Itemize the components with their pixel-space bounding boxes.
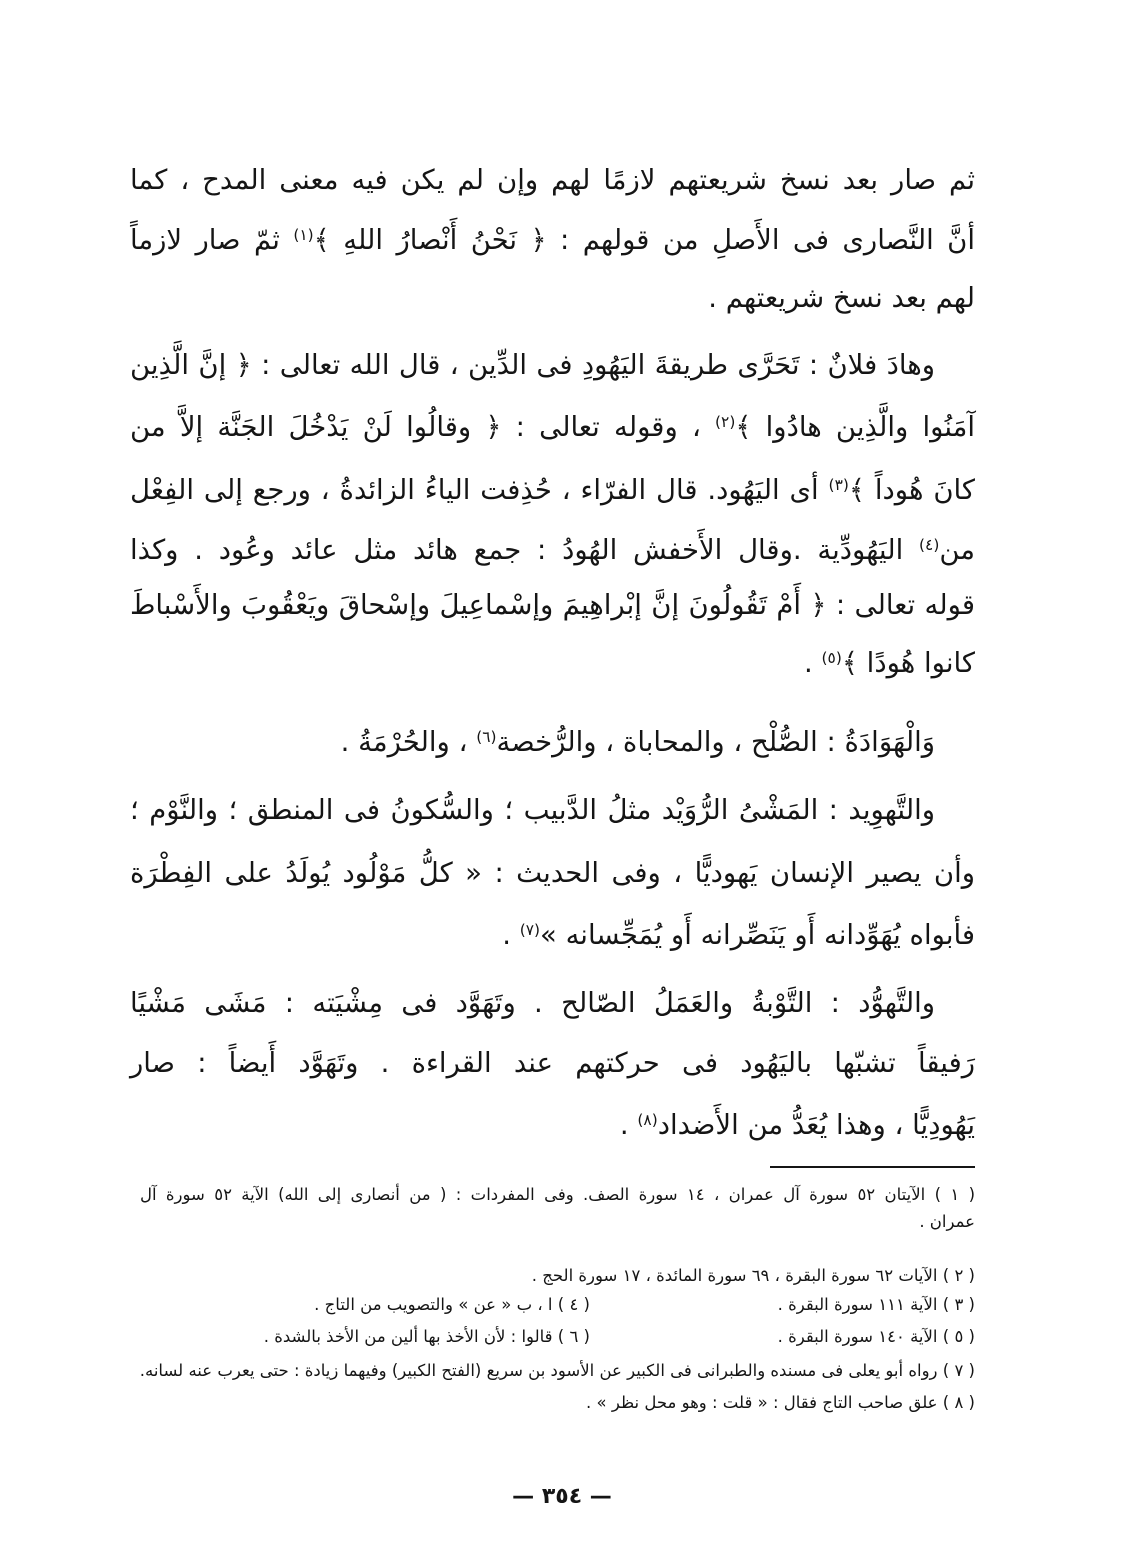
footnote-4: ( ٤ ) ا ، ب « عن » والتصويب من التاج .	[314, 1295, 590, 1314]
text-segment: والتَّهوِيد : المَشْىُ الرُّوَيْد مثلُ الدَّبيب ؛ والسُّكونُ فى المنطق ؛ والنَّوْم ؛	[130, 794, 935, 826]
footnote-separator	[770, 1166, 975, 1168]
text-segment: لهم بعد نسخ شريعتهم .	[708, 282, 975, 314]
text-segment: آمَنُوا والَّذِين هادُوا ﴾	[735, 411, 975, 443]
text-segment: رَفيقاً تشبّها باليَهُود فى حركتهم عند القراءة . وتَهَوَّد أَيضاً : صار	[130, 1047, 975, 1079]
paragraph-2-line-1	[130, 337, 975, 393]
footnote-2: ( ٢ ) الآيات ٦٢ سورة البقرة ، ٦٩ سورة المائدة ، ١٧ سورة الحج .	[531, 1266, 975, 1285]
footnote-row-3-4	[140, 1292, 975, 1318]
footnote-ref-5: (٥)	[821, 648, 842, 667]
text-segment: أنَّ النَّصارى فى الأَصلِ من قولهم : ﴿ نَحْنُ أَنْصارُ اللهِ ﴾	[313, 224, 976, 256]
footnote-3: ( ٣ ) الآية ١١١ سورة البقرة .	[777, 1295, 975, 1314]
paragraph-5-line-1	[130, 975, 975, 1031]
paragraph-2-line-6	[130, 635, 975, 691]
text-segment: اليَهُودِّية .وقال الأَخفش الهُودُ : جمع هائد مثل عائد وعُود . وكذا	[130, 534, 920, 566]
paragraph-4-line-1	[130, 782, 975, 838]
footnote-1: ( ١ ) الآيتان ٥٢ سورة آل عمران ، ١٤ سورة الصف. وفى المفردات : ( من أنصارى إلى الله) الآية ٥٢ سورة آل	[140, 1185, 976, 1204]
page-number: — ٣٥٤ —	[512, 1484, 612, 1509]
text-segment: ثمّ صار لازماً	[130, 224, 294, 256]
text-segment: وَالْهَوَادَةُ : الصُّلْح ، والمحاباة ، والرُّخصة	[496, 726, 935, 758]
paragraph-1-line-3	[130, 270, 975, 326]
paragraph-4-line-2	[130, 845, 975, 901]
footnote-5: ( ٥ ) الآية ١٤٠ سورة البقرة .	[777, 1327, 975, 1346]
footnote-1-continued: عمران .	[919, 1212, 975, 1231]
text-segment: كانوا هُودًا ﴾	[841, 647, 975, 679]
paragraph-3-line-1	[130, 714, 975, 770]
footnote-7: ( ٧ ) رواه أبو يعلى فى مسنده والطبرانى فى الكبير عن الأسود بن سريع (الفتح الكبير) وفيهما زيادة : حتى يعرب عنه لسانه.	[139, 1361, 975, 1380]
paragraph-4-line-3	[130, 907, 975, 963]
text-segment: ، والحُرْمَةُ .	[340, 726, 477, 758]
paragraph-2-line-2	[130, 399, 975, 455]
footnote-ref-8: (٨)	[637, 1110, 658, 1129]
paragraph-2-line-5	[130, 577, 975, 633]
text-segment: .	[502, 919, 520, 951]
text-segment: وأن يصير الإنسان يَهوديًّا ، وفى الحديث : « كلُّ مَوْلُود يُولَدُ على الفِطْرَة	[130, 857, 975, 889]
text-segment: .	[804, 647, 822, 679]
text-segment: أى اليَهُود. قال الفرّاء ، حُذِفت الياءُ الزائدةُ ، ورجع إلى الفِعْل	[130, 474, 829, 506]
paragraph-5-line-2	[130, 1035, 975, 1091]
text-segment: من	[939, 534, 975, 566]
paragraph-5-line-3	[130, 1097, 975, 1153]
footnote-8: ( ٨ ) علق صاحب التاج فقال : « قلت : وهو محل نظر » .	[586, 1393, 975, 1412]
paragraph-2-line-3	[130, 462, 975, 518]
text-segment: وهادَ فلانٌ : تَحَرَّى طريقةَ اليَهُودِ فى الدِّين ، قال الله تعالى : ﴿ إنَّ الَّذِين	[130, 349, 935, 381]
paragraph-2-line-4	[130, 522, 975, 578]
paragraph-1-line-1	[130, 152, 975, 208]
footnote-6: ( ٦ ) قالوا : لأن الأخذ بها ألين من الأخذ بالشدة .	[263, 1327, 590, 1346]
text-segment: كانَ هُوداً ﴾	[848, 474, 975, 506]
footnote-ref-4: (٤)	[919, 535, 940, 554]
text-segment: قوله تعالى : ﴿ أَمْ تَقُولُونَ إنَّ إبْراهِيمَ وإسْماعِيلَ وإسْحاقَ ويَعْقُوبَ والأَسْباطَ	[130, 589, 975, 621]
text-segment: والتَّهوُّد : التَّوْبةُ والعَمَلُ الصّالح . وتَهَوَّد فى مِشْيَته : مَشَى مَشْيًا	[130, 987, 935, 1019]
text-segment: يَهُودِيًّا ، وهذا يُعَدُّ من الأَضداد	[657, 1109, 975, 1141]
footnote-ref-2: (٢)	[715, 412, 736, 431]
footnote-ref-7: (٧)	[519, 920, 540, 939]
text-segment: ، وقوله تعالى : ﴿ وقالُوا لَنْ يَدْخُلَ الجَنَّة إلاَّ من	[130, 411, 716, 443]
footnote-ref-6: (٦)	[476, 727, 497, 746]
paragraph-1-line-2	[130, 212, 975, 268]
text-segment: ثم صار بعد نسخ شريعتهم لازمًا لهم وإن لم يكن فيه معنى المدح ، كما	[130, 164, 975, 196]
footnote-ref-3: (٣)	[828, 475, 849, 494]
footnote-row-5-6	[140, 1324, 975, 1350]
text-segment: فأبواه يُهَوِّدانه أَو يَنَصِّرانه أَو يُمَجِّسانه »	[540, 919, 975, 951]
footnote-ref-1: (١)	[293, 225, 314, 244]
text-segment: .	[619, 1109, 638, 1141]
